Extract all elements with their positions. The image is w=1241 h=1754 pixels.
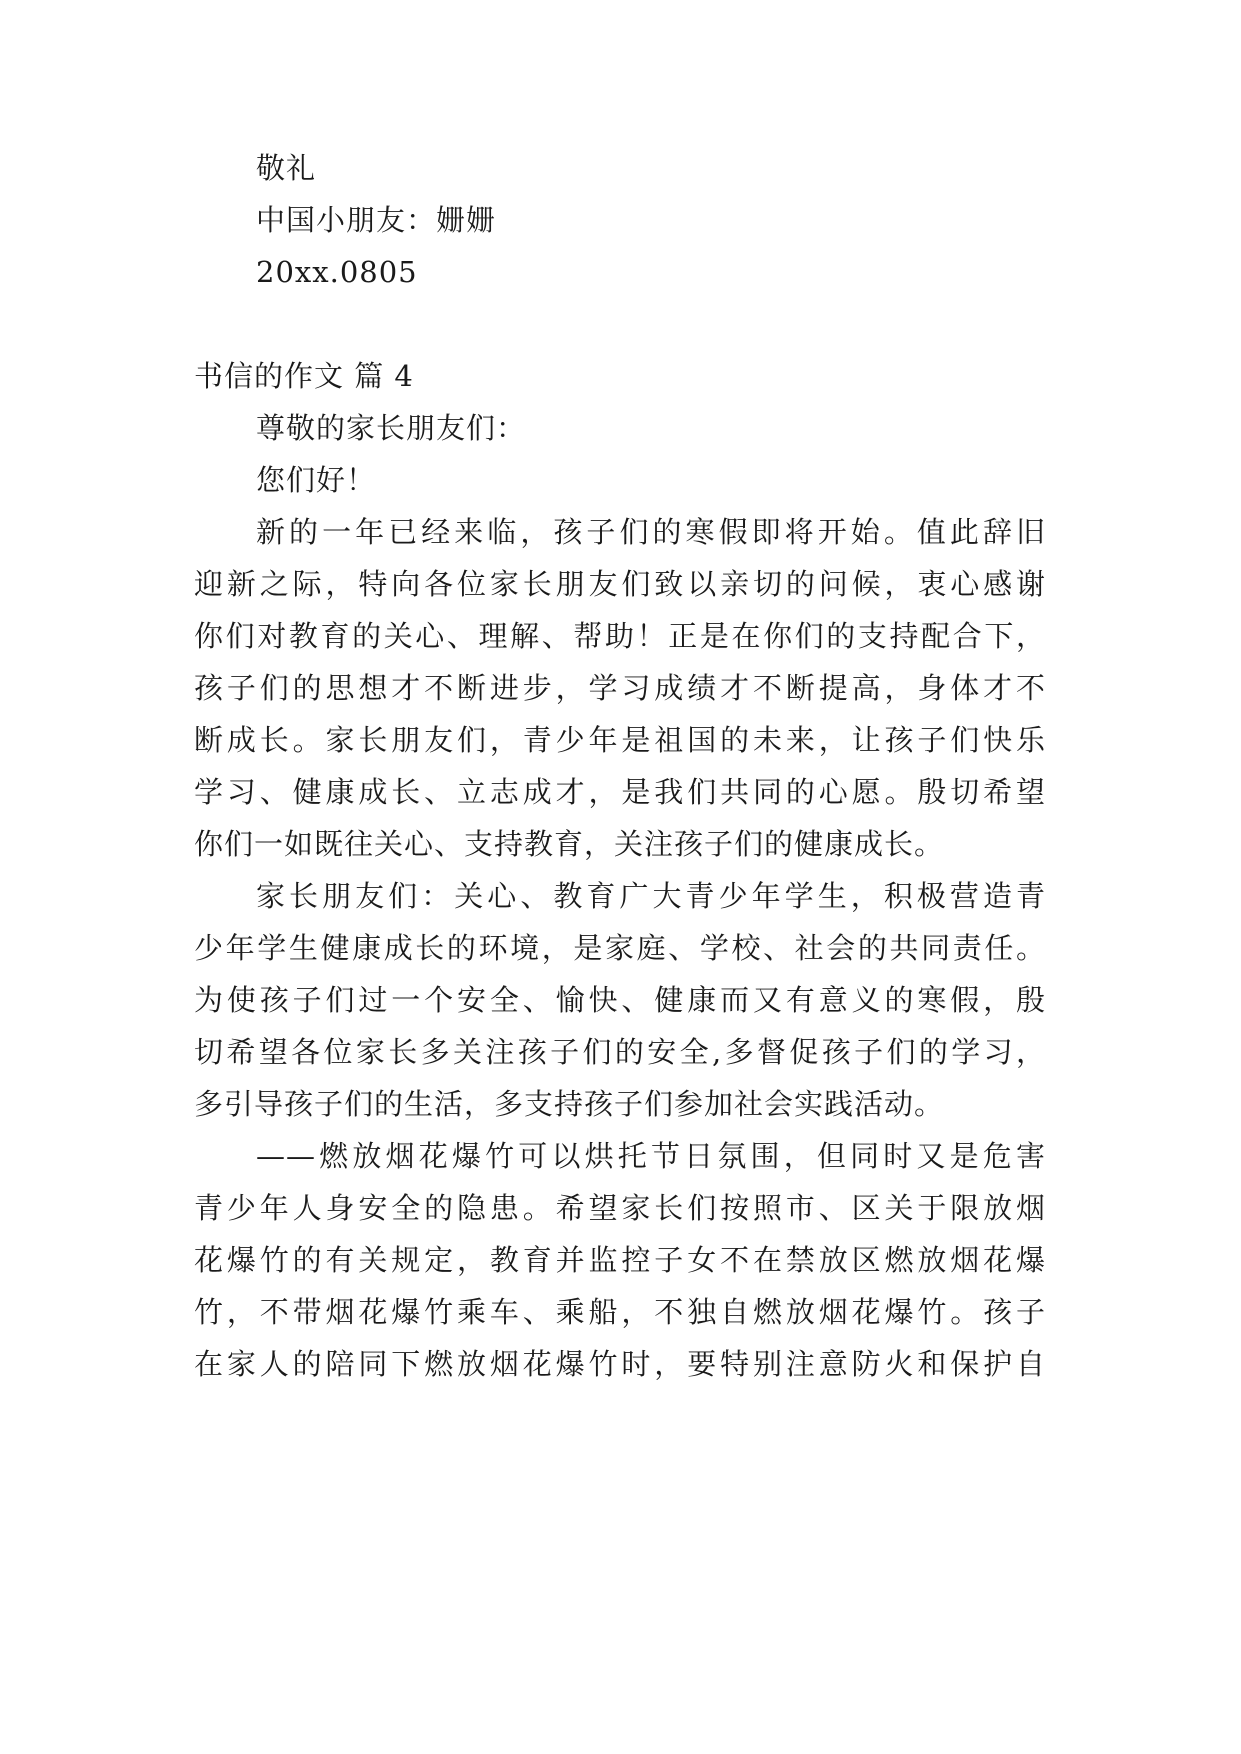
- paragraph-3-line-2: 青少年人身安全的隐患。希望家长们按照市、区关于限放烟: [194, 1191, 1046, 1225]
- paragraph-1-line-3: 你们对教育的关心、理解、帮助！正是在你们的支持配合下，: [194, 619, 1046, 653]
- paragraph-2-line-5: 多引导孩子们的生活，多支持孩子们参加社会实践活动。: [194, 1087, 945, 1121]
- paragraph-2-line-3: 为使孩子们过一个安全、愉快、健康而又有意义的寒假，殷: [194, 983, 1046, 1017]
- section-title: 书信的作文 篇 4: [194, 359, 414, 393]
- paragraph-1-line-4: 孩子们的思想才不断进步，学习成绩才不断提高，身体才不: [194, 671, 1046, 705]
- closing-date: 20xx.0805: [256, 255, 418, 289]
- paragraph-1-line-5: 断成长。家长朋友们，青少年是祖国的未来，让孩子们快乐: [194, 723, 1046, 757]
- letter-greeting: 尊敬的家长朋友们：: [256, 411, 527, 445]
- closing-salutation: 敬礼: [256, 151, 317, 185]
- paragraph-1-line-7: 你们一如既往关心、支持教育，关注孩子们的健康成长。: [194, 827, 945, 861]
- paragraph-2-line-1: 家长朋友们：关心、教育广大青少年学生，积极营造青: [256, 879, 1046, 913]
- closing-signature: 中国小朋友：姗姗: [256, 203, 497, 237]
- paragraph-2-line-4: 切希望各位家长多关注孩子们的安全,多督促孩子们的学习，: [194, 1035, 1046, 1069]
- paragraph-3-line-5: 在家人的陪同下燃放烟花爆竹时，要特别注意防火和保护自: [194, 1347, 1046, 1381]
- paragraph-3-line-4: 竹，不带烟花爆竹乘车、乘船，不独自燃放烟花爆竹。孩子: [194, 1295, 1046, 1329]
- paragraph-3-line-1: ——燃放烟花爆竹可以烘托节日氛围，但同时又是危害: [256, 1139, 1046, 1173]
- paragraph-2-line-2: 少年学生健康成长的环境，是家庭、学校、社会的共同责任。: [194, 931, 1046, 965]
- letter-hello: 您们好！: [256, 463, 377, 497]
- paragraph-1-line-1: 新的一年已经来临，孩子们的寒假即将开始。值此辞旧: [256, 515, 1046, 549]
- paragraph-1-line-2: 迎新之际，特向各位家长朋友们致以亲切的问候，衷心感谢: [194, 567, 1046, 601]
- paragraph-3-line-3: 花爆竹的有关规定，教育并监控子女不在禁放区燃放烟花爆: [194, 1243, 1046, 1277]
- paragraph-1-line-6: 学习、健康成长、立志成才，是我们共同的心愿。殷切希望: [194, 775, 1046, 809]
